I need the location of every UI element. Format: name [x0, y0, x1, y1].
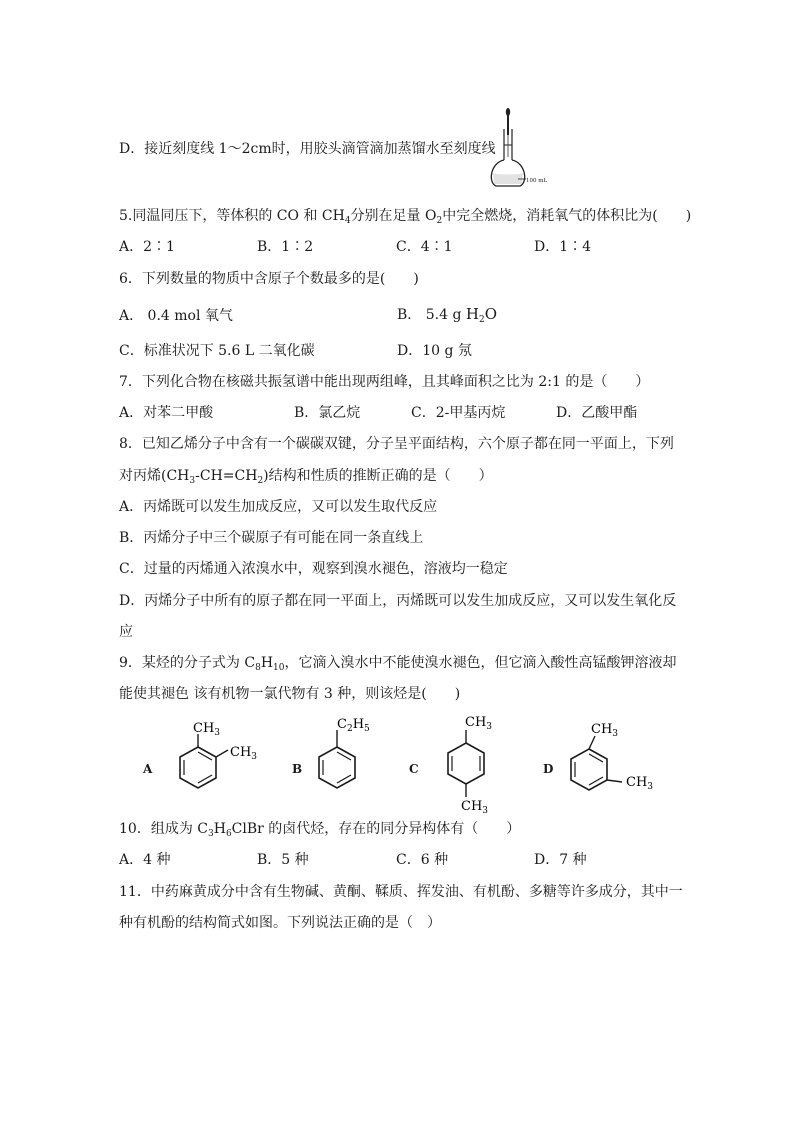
q10-stem: 10．组成为 $C_3H_6ClBr$ 的卤代烃，存在的同分异构体有（ ） — [119, 821, 521, 839]
q7-option-a: A．对苯二甲酸 — [119, 405, 214, 421]
svg-text:CH3: $CH_3$ — [461, 799, 489, 816]
q8-option-d-line1: D．丙烯分子中所有的原子都在同一平面上，丙烯既可以发生加成反应，又可以发生氧化反 — [119, 593, 677, 609]
q10-option-a: A．4 种 — [119, 852, 171, 868]
q8-option-d-line2: 应 — [119, 624, 133, 640]
q7-stem: 7．下列化合物在核磁共振氢谱中能出现两组峰，且其峰面积之比为 2:1 的是（ ） — [119, 374, 650, 390]
q6-option-a: A． 0.4 mol 氧气 — [119, 308, 233, 324]
q6-option-c: C．标准状况下 5.6 L 二氧化碳 — [119, 343, 315, 359]
volumetric-flask-figure — [484, 105, 554, 190]
q4-option-d: D．接近刻度线 1～2cm时，用胶头滴管滴加蒸馏水至刻度线 — [119, 141, 496, 157]
q9-label-d: D — [543, 762, 554, 776]
q8-option-c: C．过量的丙烯通入浓溴水中，观察到溴水褪色，溶液均一稳定 — [119, 561, 508, 577]
q7-option-b: B．氯乙烷 — [294, 405, 361, 421]
svg-text:CH3: $CH_3$ — [626, 775, 654, 792]
p-xylene-structure — [433, 708, 523, 818]
svg-text:CH3: $CH_3$ — [465, 715, 493, 732]
q10-option-d: D．7 种 — [534, 852, 587, 868]
svg-text:CH3: $CH_3$ — [230, 745, 258, 762]
q11-stem-line2: 种有机酚的结构简式如图。下列说法正确的是（ ） — [119, 915, 441, 931]
q9-label-c: C — [409, 762, 419, 776]
ethylbenzene-structure — [305, 712, 395, 802]
svg-text:CH3: $CH_3$ — [591, 722, 619, 739]
q5-option-d: D．1∶4 — [534, 239, 592, 255]
q8-stem-line2: 对丙烯$(CH_3-CH=CH_2)$结构和性质的推断正确的是（ ） — [119, 468, 493, 486]
q11-stem-line1: 11．中药麻黄成分中含有生物碱、黄酮、鞣质、挥发油、有机酚、多糖等许多成分，其中一 — [119, 884, 683, 900]
q5-option-b: B．1∶2 — [257, 239, 314, 255]
q8-option-b: B．丙烯分子中三个碳原子有可能在同一条直线上 — [119, 530, 424, 546]
q8-stem-line1: 8．已知乙烯分子中含有一个碳碳双键，分子呈平面结构，六个原子都在同一平面上，下列 — [119, 436, 674, 452]
q6-stem: 6．下列数量的物质中含原子个数最多的是( ) — [119, 271, 419, 287]
q10-option-c: C．6 种 — [396, 852, 449, 868]
q7-option-c: C．2-甲基丙烷 — [411, 405, 506, 421]
q7-option-d: D．乙酸甲酯 — [556, 405, 638, 421]
q9-label-b: B — [292, 762, 303, 776]
m-xylene-structure — [562, 712, 662, 802]
q5-stem: 5.同温同压下，等体积的 CO 和 $CH_4$分别在足量 $O_2$中完全燃烧，消耗氧气的体积比为( ) — [119, 208, 692, 226]
q9-stem-line2: 能使其褪色 该有机物一氯代物有 3 种，则该烃是( ) — [119, 686, 461, 702]
q5-option-c: C．4∶1 — [396, 239, 453, 255]
svg-text:CH3: $CH_3$ — [193, 721, 221, 738]
o-xylene-structure — [165, 712, 270, 802]
q6-option-b: B． 5.4 g $H_2O$ — [397, 305, 498, 325]
q5-option-a: A．2∶1 — [119, 239, 175, 255]
q9-stem-line1: 9．某烃的分子式为 $C_8H_{10}$，它滴入溴水中不能使溴水褪色，但它滴入酸性高锰酸钾溶液却 — [119, 655, 677, 673]
q8-option-a: A．丙烯既可以发生加成反应，又可以发生取代反应 — [119, 499, 438, 515]
flask-volume-label: 100 mL — [526, 178, 548, 184]
q6-option-d: D．10 g 氖 — [397, 343, 472, 359]
svg-text:C2H5: $C_2H_5$ — [337, 717, 370, 734]
q10-option-b: B．5 种 — [257, 852, 309, 868]
q9-label-a: A — [143, 762, 153, 776]
